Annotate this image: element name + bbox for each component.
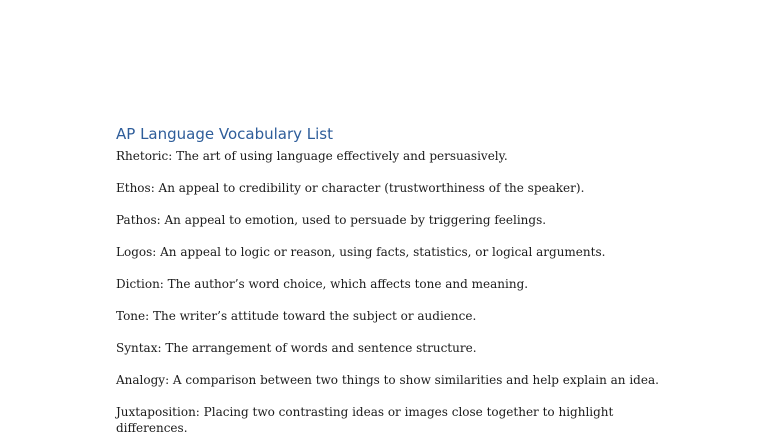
vocab-entry-juxtaposition: Juxtaposition: Placing two contrasting ideas or images close together to highlight differences. <box>116 405 614 435</box>
vocab-entry-rhetoric: Rhetoric: The art of using language effectively and persuasively. <box>116 149 508 163</box>
vocab-entry-tone: Tone: The writer’s attitude toward the subject or audience. <box>116 309 477 323</box>
document-body <box>116 124 676 436</box>
vocab-entry-diction: Diction: The author’s word choice, which affects tone and meaning. <box>116 277 529 291</box>
vocab-entry-analogy: Analogy: A comparison between two things to show similarities and help explain an idea. <box>116 373 659 387</box>
vocab-entry-logos: Logos: An appeal to logic or reason, using facts, statistics, or logical arguments. <box>116 245 606 259</box>
vocab-entry-ethos: Ethos: An appeal to credibility or character (trustworthiness of the speaker). <box>116 181 585 195</box>
vocab-entry-pathos: Pathos: An appeal to emotion, used to persuade by triggering feelings. <box>116 213 547 227</box>
vocabulary-list <box>116 148 676 436</box>
vocab-entry-syntax: Syntax: The arrangement of words and sentence structure. <box>116 341 477 355</box>
page-title: AP Language Vocabulary List <box>116 125 334 143</box>
